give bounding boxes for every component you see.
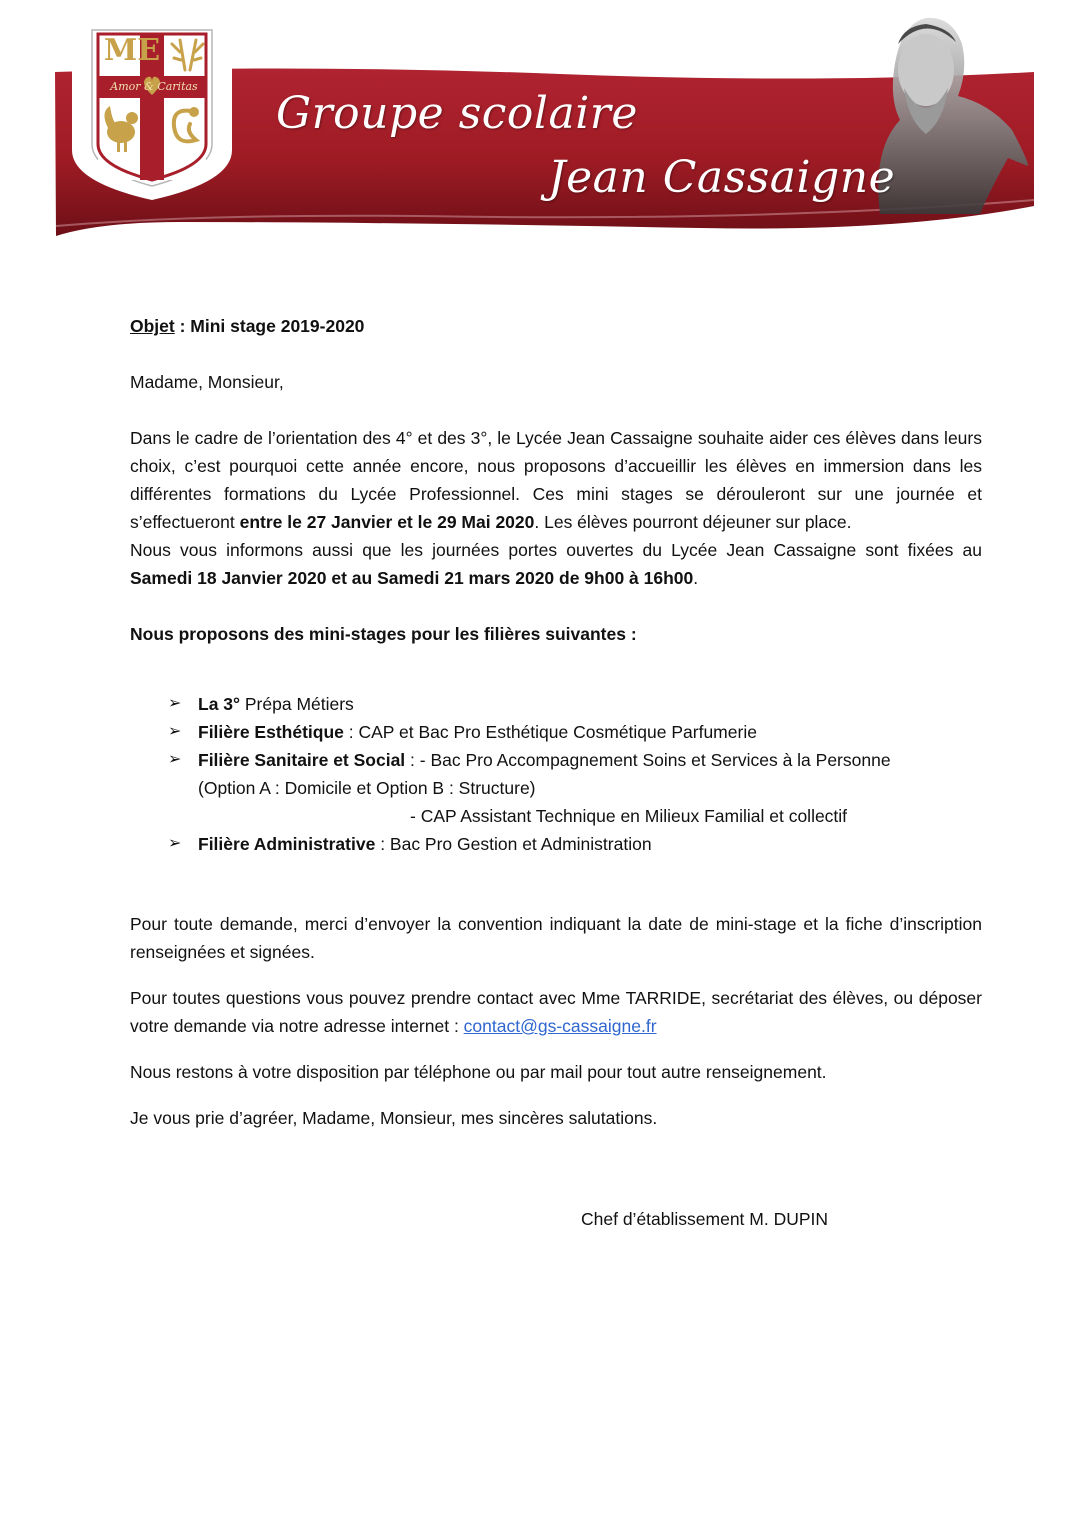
arrow-bullet-icon: ➢: [168, 751, 182, 768]
option-text: : CAP et Bac Pro Esthétique Cosmétique Parfumerie: [343, 722, 757, 742]
crest-initials: ME: [104, 33, 161, 68]
banner-title-line1: Groupe scolaire: [276, 88, 638, 139]
arrow-bullet-icon: ➢: [168, 695, 182, 712]
contact-paragraph: [130, 984, 982, 1040]
arrow-bullet-icon: ➢: [168, 835, 182, 852]
intro-dates: entre le 27 Janvier et le 29 Mai 2020: [239, 512, 535, 532]
letter-body: [130, 312, 982, 1132]
option-title: Filière Administrative: [198, 834, 376, 854]
options-list: [168, 690, 982, 858]
request-paragraph: Pour toute demande, merci d’envoyer la convention indiquant la date de mini-stage et la fiche d’inscription renseignées et signées.: [130, 914, 982, 962]
option-text: : Bac Pro Gestion et Administration: [375, 834, 652, 854]
closing-paragraph: Je vous prie d’agréer, Madame, Monsieur, mes sincères salutations.: [130, 1108, 658, 1128]
option-sub-line: (Option A : Domicile et Option B : Structure): [198, 778, 536, 798]
object-label: Objet: [130, 316, 175, 336]
intro-text-end: . Les élèves pourront déjeuner sur place.: [534, 512, 852, 532]
header-banner: [0, 0, 1086, 250]
list-item: [168, 830, 982, 858]
list-item: [168, 690, 982, 718]
arrow-bullet-icon: ➢: [168, 723, 182, 740]
contact-email-link[interactable]: contact@gs-cassaigne.fr: [463, 1016, 657, 1036]
list-item: [168, 718, 982, 746]
open-days-paragraph: [130, 536, 982, 592]
open-days-text: Nous vous informons aussi que les journées portes ouvertes du Lycée Jean Cassaigne sont fixées au: [130, 540, 982, 560]
banner-title-line2: Jean Cassaigne: [548, 152, 896, 203]
signature: Chef d’établissement M. DUPIN: [581, 1209, 829, 1229]
availability-paragraph: Nous restons à votre disposition par téléphone ou par mail pour tout autre renseignement.: [130, 1062, 827, 1082]
intro-paragraph: [130, 424, 982, 536]
option-text: Prépa Métiers: [240, 694, 354, 714]
option-sub-line: - CAP Assistant Technique en Milieux Familial et collectif: [410, 806, 848, 826]
section-heading-text: Nous proposons des mini-stages pour les filières suivantes :: [130, 624, 637, 644]
object-line: [130, 312, 982, 340]
option-title: Filière Sanitaire et Social: [198, 750, 406, 770]
open-days-end: .: [693, 568, 699, 588]
contact-text: Pour toutes questions vous pouvez prendre contact avec Mme TARRIDE, secrétariat des élèves, ou déposer votre demande via notre adresse internet :: [130, 988, 982, 1036]
crest-motto: Amor & Caritas: [110, 80, 198, 93]
object-value: : Mini stage 2019-2020: [174, 316, 365, 336]
option-title: Filière Esthétique: [198, 722, 344, 742]
option-text: : - Bac Pro Accompagnement Soins et Services à la Personne: [405, 750, 891, 770]
list-item: [168, 746, 982, 830]
open-days-dates: Samedi 18 Janvier 2020 et au Samedi 21 mars 2020 de 9h00 à 16h00: [130, 568, 694, 588]
option-title: La 3°: [198, 694, 241, 714]
intro-text: Dans le cadre de l’orientation des 4° et des 3°, le Lycée Jean Cassaigne souhaite aider ces élèves dans leurs choix, c’est pourquoi cette année encore, nous proposons d’accueillir les élèves en immersion dans les différentes formations du Lycée Professionnel. Ces mini stages se dérouleront sur une journée et s’effectueront: [130, 428, 982, 532]
section-heading: [130, 620, 982, 648]
salutation: Madame, Monsieur,: [130, 372, 284, 392]
